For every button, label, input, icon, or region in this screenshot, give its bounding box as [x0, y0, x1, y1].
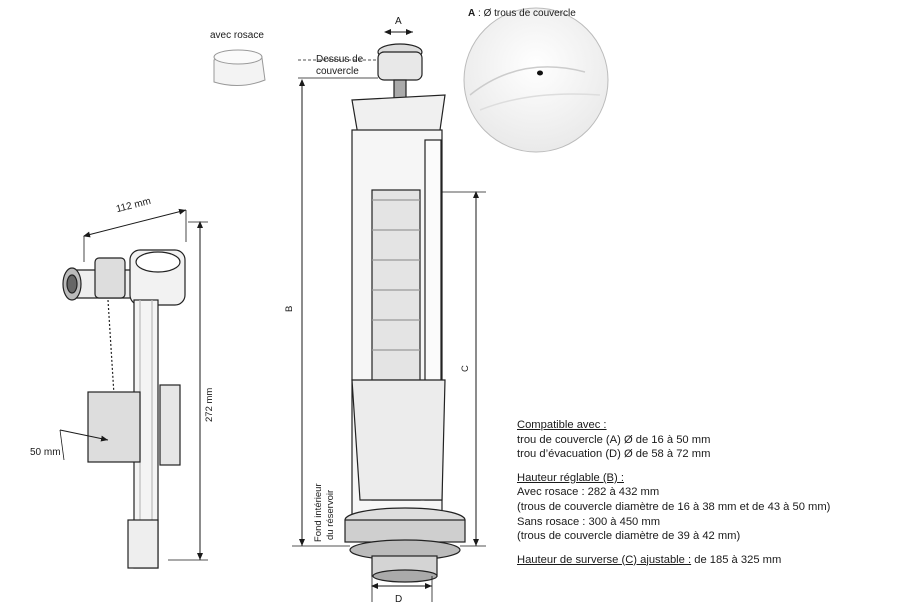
hauteur-line-4: (trous de couvercle diamètre de 39 à 42 mm) [517, 530, 741, 543]
caption-text: : Ø trous de couvercle [475, 8, 576, 19]
label-50mm: 50 mm [30, 447, 61, 458]
label-d: D [395, 594, 403, 605]
label-112mm: 112 mm [115, 195, 153, 216]
label-a-top: A [395, 16, 402, 27]
hauteur-title: Hauteur réglable (B) : [517, 471, 624, 484]
spec-block [517, 418, 830, 567]
rosace-cap [214, 50, 265, 86]
caption-letter-a: A [468, 8, 476, 19]
lid-hole-caption [468, 8, 576, 19]
label-fond-1: Fond intérieur [313, 483, 324, 542]
label-c: C [460, 365, 471, 372]
hauteur-line-2: (trous de couvercle diamètre de 16 à 38 mm et de 43 à 50 mm) [517, 500, 831, 513]
compat-title: Compatible avec : [517, 419, 607, 431]
hauteur-line-1: Avec rosace : 282 à 432 mm [517, 486, 660, 499]
surverse-value: de 185 à 325 mm [691, 553, 782, 566]
label-dessus-1: Dessus de [316, 54, 364, 65]
label-dessus-2: couvercle [316, 66, 359, 77]
label-b: B [284, 305, 295, 312]
label-fond-2: du réservoir [325, 489, 336, 540]
lid-hole-illustration [464, 8, 608, 152]
label-272mm: 272 mm [204, 387, 215, 422]
surverse-title: Hauteur de surverse (C) ajustable : [517, 553, 692, 566]
compat-line-1: trou de couvercle (A) Ø de 16 à 50 mm [517, 433, 711, 446]
compat-line-2: trou d’évacuation (D) Ø de 58 à 72 mm [517, 448, 711, 461]
flush-valve [345, 44, 465, 582]
surverse-line [517, 553, 830, 568]
inlet-valve [63, 250, 185, 568]
label-avec-rosace: avec rosace [210, 30, 264, 41]
hauteur-line-3: Sans rosace : 300 à 450 mm [517, 515, 661, 528]
